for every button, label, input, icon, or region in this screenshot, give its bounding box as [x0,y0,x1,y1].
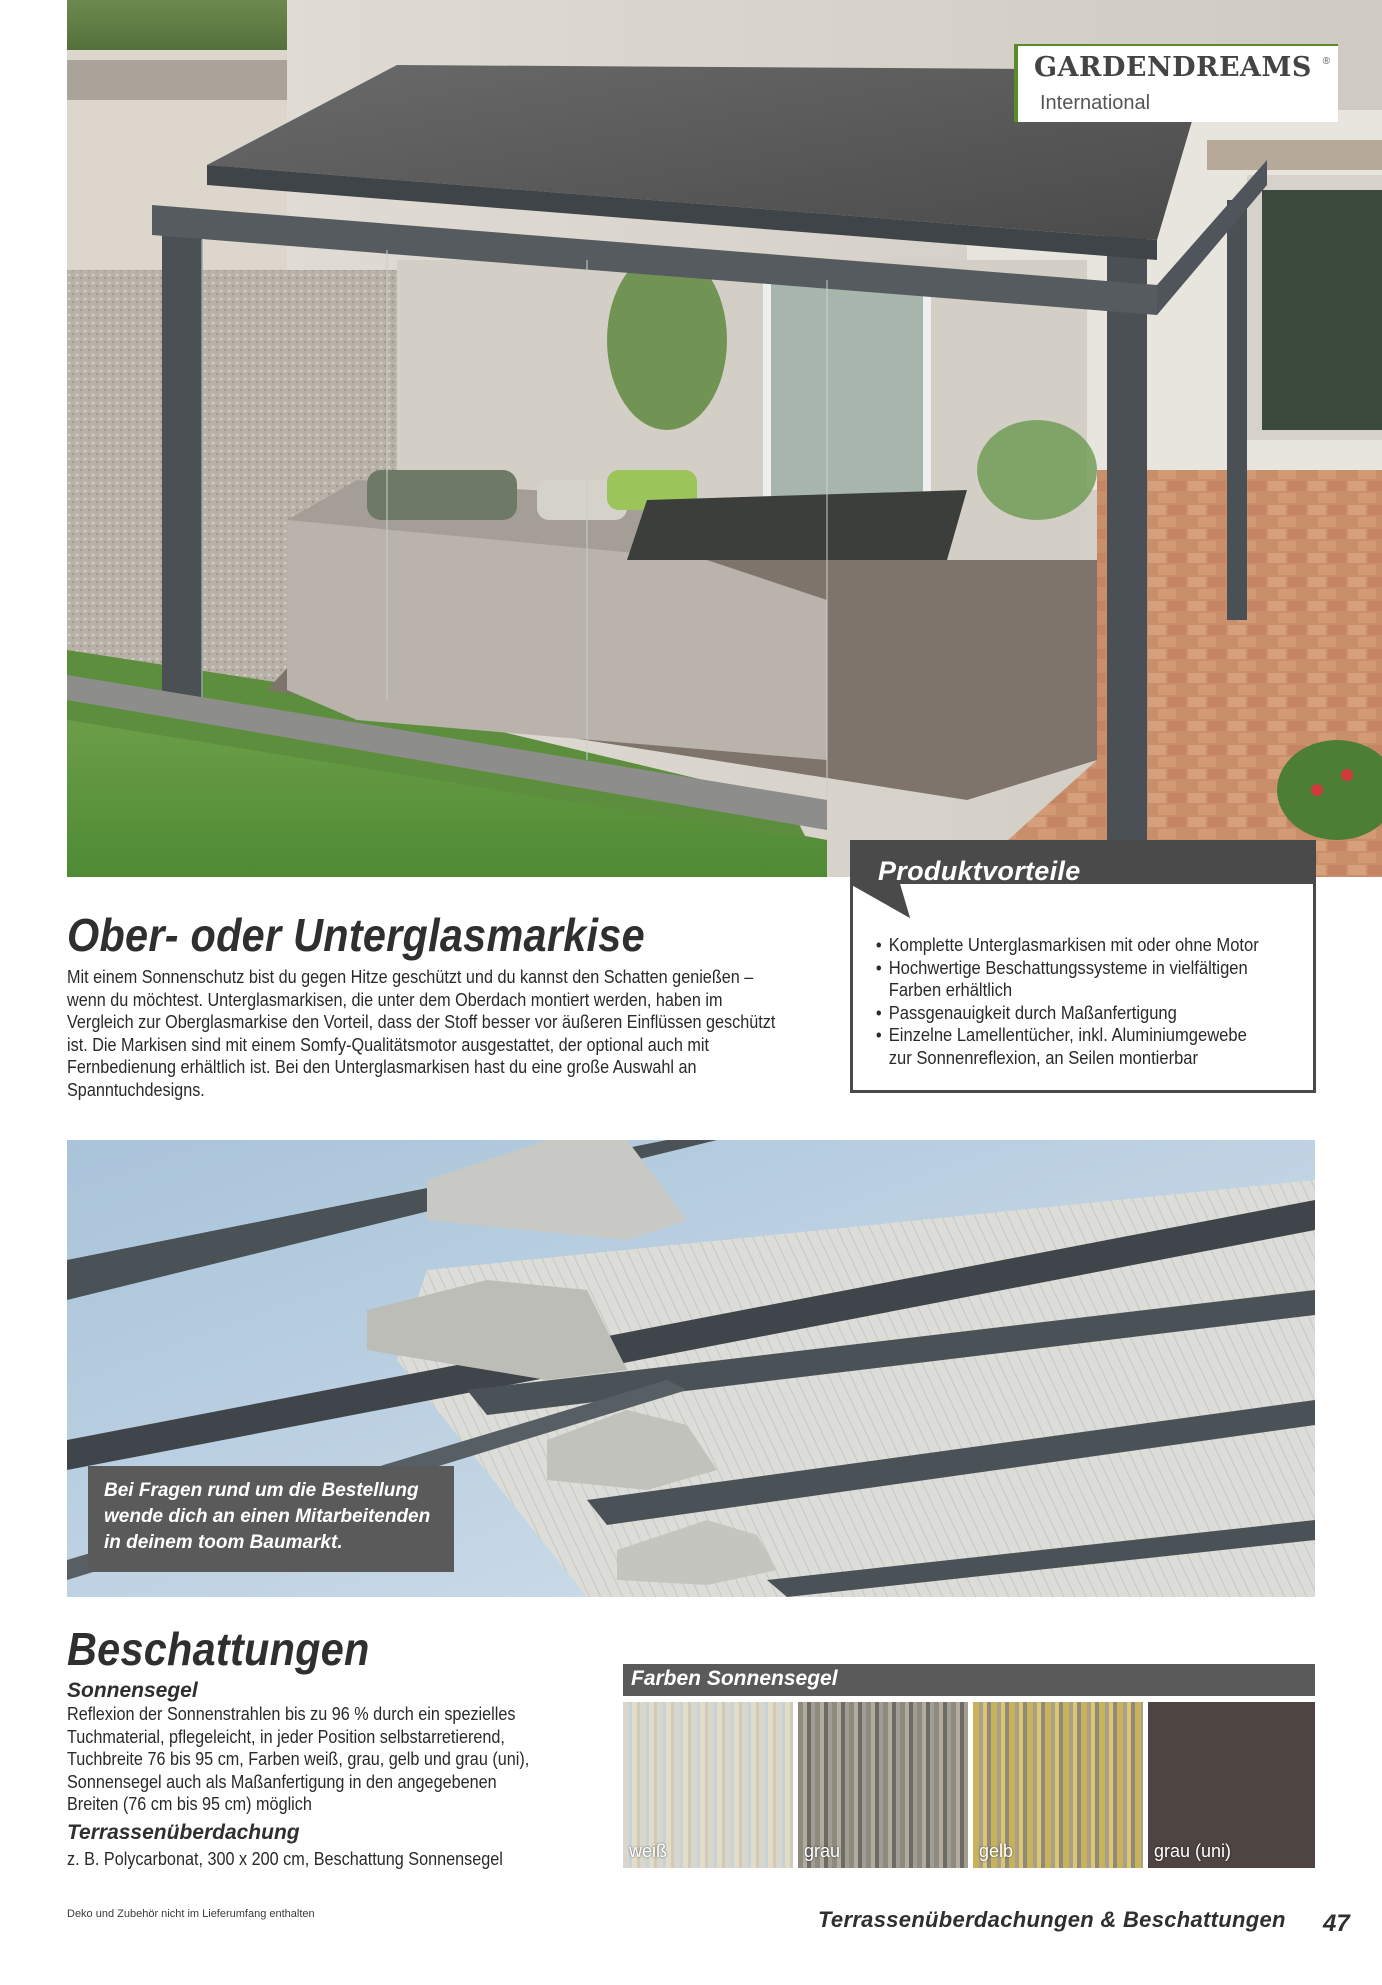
list-item: • Einzelne Lamellentücher, inkl. Aluminiumgewebe zur Sonnenreflexion, an Seilen montierbar [874,1024,1270,1069]
swatch-grau [798,1702,968,1868]
disclaimer: Deko und Zubehör nicht im Lieferumfang enthalten [67,1908,315,1920]
swatch-gelb [973,1702,1143,1868]
info-callout-text [104,1478,464,1556]
info-callout-line: in deinem toom Baumarkt. [104,1532,343,1553]
list-item: • Komplette Unterglasmarkisen mit oder ohne Motor [874,934,1270,957]
footer-section-title: Terrassenüberdachungen & Beschattungen [818,1907,1286,1932]
terrassenueberdachung-heading: Terrassenüberdachung [67,1821,300,1844]
terrassenueberdachung-description: z. B. Polycarbonat, 300 x 200 cm, Beschattung Sonnensegel [67,1849,503,1869]
page-number: 47 [1323,1910,1350,1937]
info-callout-line: Bei Fragen rund um die Bestellung [104,1480,419,1501]
swatch-label: gelb [979,1841,1014,1861]
swatch-label: weiß [629,1841,668,1861]
swatch-grau-uni [1148,1702,1315,1868]
produktvorteile-list [874,934,1270,1069]
farben-title: Farben Sonnensegel [631,1667,838,1690]
swatch-label: grau (uni) [1154,1841,1232,1861]
list-item: • Hochwertige Beschattungssysteme in vielfältigen Farben erhältlich [874,957,1270,1002]
markise-heading: Ober- oder Unterglasmarkise [67,909,645,961]
markise-description: Mit einem Sonnenschutz bist du gegen Hitze geschützt und du kannst den Schatten genießen – wenn du möchtest. Unterglasmarkisen, die unter dem Oberdach montiert werden, haben im Vergleich zur Oberglasmarkise den Vorteil, dass der Stoff besser vor äußeren Einflüssen geschützt ist. Die Markisen sind mit einem Somfy-Qualitätsmotor ausgestattet, der optional auch mit Fernbedienung erhältlich ist. Bei den Unterglasmarkisen hast du eine große Auswahl an Spanntuchdesigns. [67,967,776,1100]
produktvorteile-title: Produktvorteile [878,856,1081,886]
beschattungen-heading: Beschattungen [67,1623,370,1675]
logo-registered-mark: ® [1322,56,1330,67]
info-callout-line: wende dich an einen Mitarbeitenden [104,1506,431,1527]
logo-brand: GARDENDREAMS [1034,52,1312,83]
list-item: • Passgenauigkeit durch Maßanfertigung [874,1002,1270,1025]
gardendreams-logo [1014,44,1338,122]
logo-subtitle: International [1040,92,1151,114]
sonnensegel-heading: Sonnensegel [67,1679,198,1702]
swatch-label: grau [804,1841,841,1861]
sonnensegel-description: Reflexion der Sonnenstrahlen bis zu 96 % durch ein spezielles Tuchmaterial, pflegeleicht, in jeder Position selbstarretierend, Tuchbreite 76 bis 95 cm, Farben weiß, grau, gelb und grau (uni), Sonnensegel auch als Maßanfertigung in den angegebenen Breiten (76 cm bis 95 cm) möglich [67,1704,530,1814]
swatch-weiss [623,1702,793,1868]
hero-photo-pergola [67,0,1382,877]
